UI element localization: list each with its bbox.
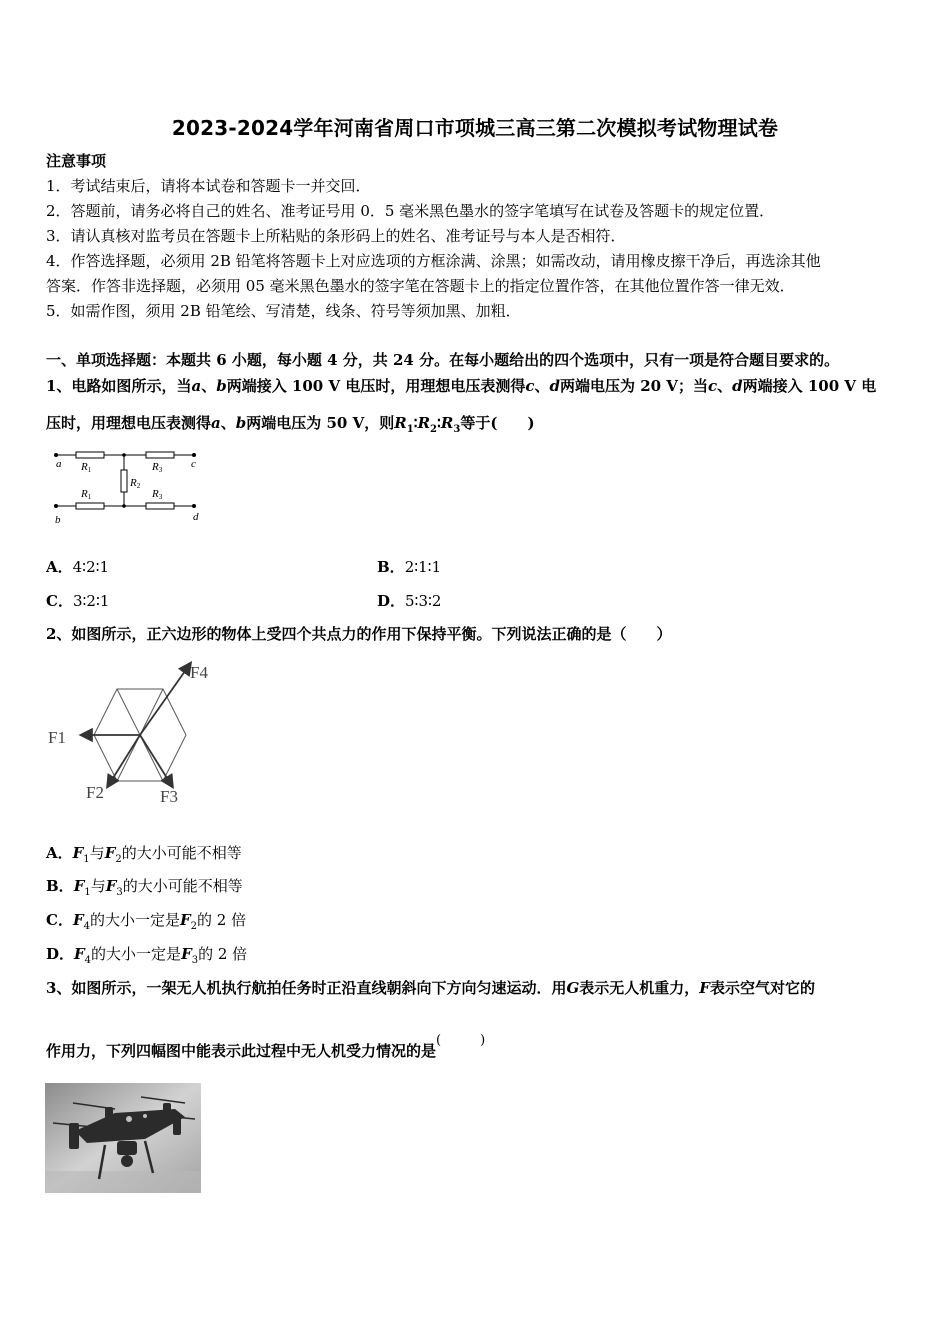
label-r2: R2 bbox=[130, 477, 141, 490]
label-a: a bbox=[56, 458, 62, 470]
notice-item-1: 1．考试结束后，请将本试卷和答题卡一并交回． bbox=[46, 177, 371, 195]
label-r3-top: R3 bbox=[152, 461, 163, 474]
q2-option-d[interactable]: D．$F_4$的大小一定是$F_3$的 2 倍 bbox=[46, 945, 248, 966]
page-title: 2023-2024学年河南省周口市项城三高三第二次模拟考试物理试卷 bbox=[171, 116, 779, 140]
force-f4-arrow bbox=[140, 664, 190, 735]
drone-photo bbox=[45, 1083, 201, 1193]
terminal-c bbox=[192, 453, 196, 457]
notice-item-2: 2．答题前，请务必将自己的姓名、准考证号用 0．5 毫米黑色墨水的签字笔填写在试卷及答题卡的规定位置． bbox=[46, 202, 775, 220]
q2-stem: 2、如图所示，正六边形的物体上受四个共点力的作用下保持平衡。下列说法正确的是（ ） bbox=[46, 625, 672, 643]
q1-stem-line2: 压时，用理想电压表测得a、b两端电压为 50 V，则$R_1∶R_2∶R_3$等于( ) bbox=[46, 414, 535, 435]
notice-heading: 注意事项 bbox=[46, 152, 107, 170]
notice-item-4-cont: 答案．作答非选择题，必须用 05 毫米黑色墨水的签字笔在答题卡上的指定位置作答，在其他位置作答一律无效． bbox=[46, 277, 795, 295]
notice-item-5: 5．如需作图，须用 2B 铅笔绘、写清楚，线条、符号等须加黑、加粗． bbox=[46, 302, 521, 320]
force-f3-arrow bbox=[140, 735, 172, 786]
hexagon-force-diagram bbox=[46, 656, 226, 806]
q3-stem-line2: 作用力，下列四幅图中能表示此过程中无人机受力情况的是( ) bbox=[46, 1033, 486, 1060]
q2-option-b[interactable]: B．$F_1$与$F_3$的大小可能不相等 bbox=[46, 877, 243, 898]
q1-stem-line1: 1、电路如图所示，当a、b两端接入 100 V 电压时，用理想电压表测得c、d两端电压为 20 V；当c、d两端接入 100 V 电 bbox=[46, 377, 877, 395]
q1-option-d[interactable]: D．5∶3∶2 bbox=[377, 592, 442, 610]
label-r1-top: R1 bbox=[81, 461, 92, 474]
label-f2: F2 bbox=[86, 783, 104, 802]
junction-top bbox=[122, 453, 126, 457]
q1-option-b[interactable]: B．2∶1∶1 bbox=[377, 558, 442, 576]
section-heading: 一、单项选择题：本题共 6 小题，每小题 4 分，共 24 分。在每小题给出的四个选项中，只有一项是符合题目要求的。 bbox=[46, 351, 840, 369]
q2-option-c[interactable]: C．$F_4$的大小一定是$F_2$的 2 倍 bbox=[46, 911, 247, 932]
label-f4: F4 bbox=[190, 663, 208, 682]
label-f3: F3 bbox=[160, 787, 178, 806]
circuit-diagram bbox=[46, 446, 216, 530]
label-r1-bottom: R1 bbox=[81, 488, 92, 501]
notice-item-4: 4．作答选择题，必须用 2B 铅笔将答题卡上对应选项的方框涂满、涂黑；如需改动，请用橡皮擦干净后，再选涂其他 bbox=[46, 252, 821, 270]
q3-stem-line1: 3、如图所示，一架无人机执行航拍任务时正沿直线朝斜向下方向匀速运动．用G表示无人机重力，F表示空气对它的 bbox=[46, 979, 815, 997]
label-c: c bbox=[191, 458, 196, 470]
force-f2-arrow bbox=[108, 735, 140, 786]
terminal-b bbox=[54, 504, 58, 508]
terminal-d bbox=[192, 504, 196, 508]
q1-option-c[interactable]: C．3∶2∶1 bbox=[46, 592, 110, 610]
junction-bottom bbox=[122, 504, 126, 508]
q2-option-a[interactable]: A．$F_1$与$F_2$的大小可能不相等 bbox=[46, 844, 242, 865]
terminal-a bbox=[54, 453, 58, 457]
label-d: d bbox=[193, 511, 199, 523]
label-r3-bottom: R3 bbox=[152, 488, 163, 501]
notice-item-3: 3．请认真核对监考员在答题卡上所粘贴的条形码上的姓名、准考证号与本人是否相符． bbox=[46, 227, 626, 245]
label-b: b bbox=[55, 514, 61, 526]
label-f1: F1 bbox=[48, 728, 66, 747]
q1-option-a[interactable]: A．4∶2∶1 bbox=[46, 558, 110, 576]
